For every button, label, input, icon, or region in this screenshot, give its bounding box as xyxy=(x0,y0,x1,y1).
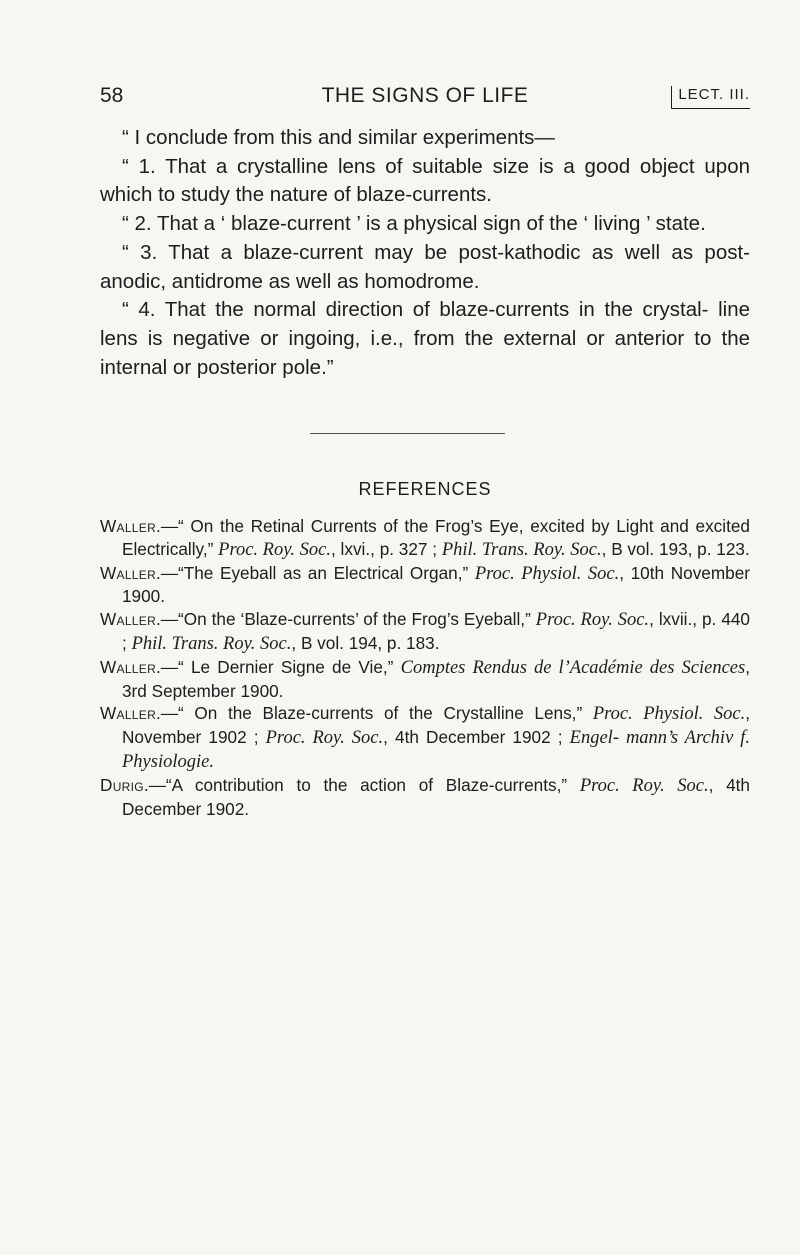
lecture-marker: LECT. III. xyxy=(671,86,750,109)
journal-title: Phil. Trans. Roy. Soc. xyxy=(131,633,292,654)
references-list xyxy=(100,515,750,820)
journal-title: Comptes Rendus de l’Académie des Sciences xyxy=(400,657,746,678)
references-heading: REFERENCES xyxy=(358,479,492,499)
reference-entry: Waller.—“On the ‘Blaze-currents’ of the Frog’s Eyeball,” Proc. Roy. Soc., lxvii., p. 440 ; Phil. Trans. Roy. Soc., B vol. 194, p. 183. xyxy=(100,609,750,654)
reference-author: Waller xyxy=(100,703,157,724)
journal-title: Proc. Roy. Soc. xyxy=(265,728,384,749)
page-number: 58 xyxy=(100,84,124,107)
reference-entry: Waller.—“The Eyeball as an Electrical Organ,” Proc. Physiol. Soc., 10th November 1900. xyxy=(100,562,751,607)
reference-author: Waller xyxy=(100,609,157,630)
journal-title: Proc. Physiol. Soc. xyxy=(592,704,746,725)
body-text xyxy=(100,124,750,382)
paragraph: “ 3. That a blaze-current may be post-kathodic as well as post-anodic, antidrome as well as homodrome. xyxy=(100,240,750,293)
paragraph: “ 2. That a ‘ blaze-current ’ is a physical sign of the ‘ living ’ state. xyxy=(122,212,706,236)
journal-title: Proc. Roy. Soc. xyxy=(579,775,709,796)
reference-entry: Waller.—“ On the Blaze-currents of the Crystalline Lens,” Proc. Physiol. Soc., November 1902 ; Proc. Roy. Soc., 4th December 1902 ; Engel- mann’s Archiv f. Physiologie. xyxy=(100,703,750,772)
journal-title: Proc. Physiol. Soc. xyxy=(474,563,620,584)
journal-title: Proc. Roy. Soc. xyxy=(535,610,650,631)
reference-author: Waller xyxy=(100,562,157,583)
journal-title: Phil. Trans. Roy. Soc. xyxy=(441,539,602,560)
reference-author: Waller xyxy=(100,656,157,677)
journal-title: Engel- mann’s Archiv f. Physiologie. xyxy=(122,728,750,772)
reference-entry: Durig.—“A contribution to the action of Blaze-currents,” Proc. Roy. Soc., 4th December 1902. xyxy=(100,774,750,819)
reference-entry: Waller.—“ On the Retinal Currents of the Frog’s Eye, excited by Light and excited Electrically,” Proc. Roy. Soc., lxvi., p. 327 ; Phil. Trans. Roy. Soc., B vol. 193, p. 123. xyxy=(100,516,750,560)
reference-author: Durig xyxy=(100,774,144,795)
running-head xyxy=(100,84,750,114)
book-title: THE SIGNS OF LIFE xyxy=(321,84,529,107)
paragraph: “ I conclude from this and similar experiments— xyxy=(122,126,555,149)
reference-author: Waller xyxy=(100,516,157,536)
section-divider xyxy=(310,433,505,434)
paragraph: “ 1. That a crystalline lens of suitable size is a good object upon which to study the nature of blaze-currents. xyxy=(100,154,750,207)
paragraph: “ 4. That the normal direction of blaze-currents in the crystal- line lens is negative or ingoing, i.e., from the external or anterior to the internal or posterior pole.” xyxy=(100,298,750,379)
journal-title: Proc. Roy. Soc. xyxy=(218,539,331,560)
reference-entry: Waller.—“ Le Dernier Signe de Vie,” Comptes Rendus de l’Académie des Sciences, 3rd September 1900. xyxy=(100,656,750,701)
